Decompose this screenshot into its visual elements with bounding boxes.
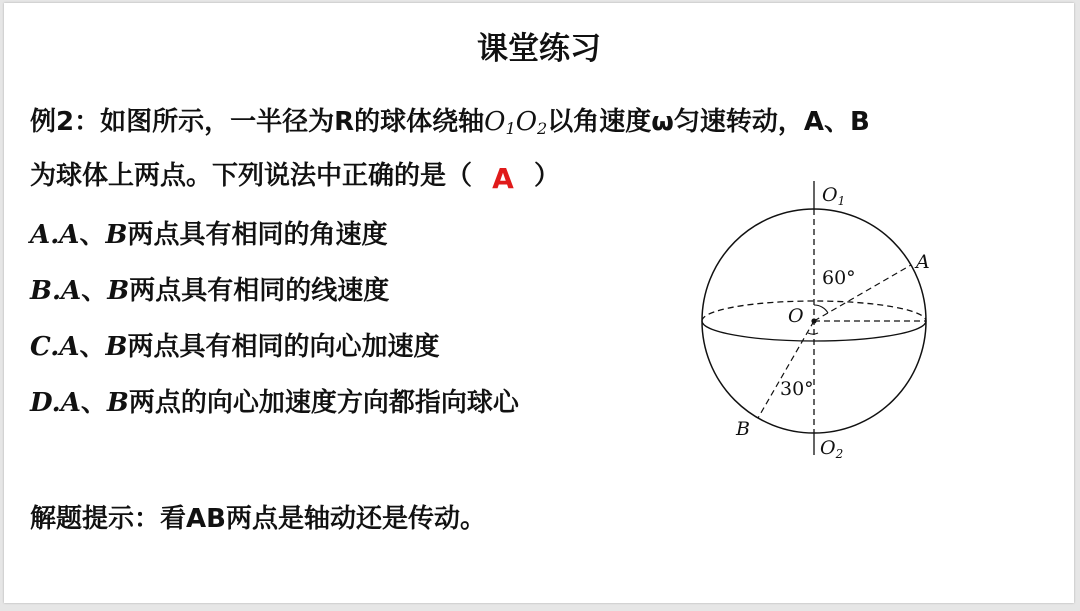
axis-sub1: 1: [505, 119, 516, 139]
option-point-b: B: [105, 332, 128, 362]
radius-to-b: [758, 321, 814, 418]
option-d[interactable]: D.A、B两点的向心加速度方向都指向球心: [30, 388, 519, 418]
option-point-a: A: [61, 276, 82, 306]
hint-text: 解题提示：看AB两点是轴动还是传动。: [30, 504, 486, 534]
axis-sub2: 2: [537, 119, 548, 139]
option-text: 两点具有相同的线速度: [129, 276, 390, 306]
option-sep: 、: [79, 332, 106, 362]
label-o: O: [788, 305, 804, 327]
axis-label: [484, 107, 547, 137]
option-letter: A: [30, 220, 51, 250]
option-letter: C: [30, 332, 51, 362]
question-line-2: [30, 155, 561, 195]
label-o2: $O_2$: [820, 437, 844, 461]
option-point-b: B: [105, 220, 128, 250]
axis-o1: O: [484, 107, 506, 137]
option-text: 两点具有相同的角速度: [127, 220, 388, 250]
label-a: A: [916, 251, 930, 273]
question-prefix: 例2：如图所示，一半径为R的球体绕轴: [30, 107, 485, 137]
option-point-a: A: [60, 388, 81, 418]
angle-label-30: 30°: [780, 378, 814, 400]
question-suffix: 以角速度ω匀速转动，A、B: [547, 107, 870, 137]
center-point: [811, 318, 816, 323]
angle-arc-a: [814, 305, 828, 313]
option-point-a: A: [59, 332, 80, 362]
option-b[interactable]: B.A、B两点具有相同的线速度: [30, 276, 390, 306]
angle-arc-b: [808, 333, 818, 334]
slide-title: 课堂练习: [477, 31, 601, 67]
question-line-1: [30, 101, 870, 138]
question-line2-close: ）: [534, 161, 561, 191]
sphere-diagram: [684, 171, 984, 471]
option-sep: 、: [81, 276, 108, 306]
option-text: 两点的向心加速度方向都指向球心: [128, 388, 519, 418]
option-letter: D: [30, 388, 52, 418]
option-a[interactable]: A.A、B两点具有相同的角速度: [30, 220, 388, 250]
option-c[interactable]: C.A、B两点具有相同的向心加速度: [30, 332, 440, 362]
angle-label-60: 60°: [822, 267, 856, 289]
axis-o2: O: [515, 107, 538, 137]
label-o1: $O_1$: [822, 184, 846, 208]
answer-mark: A: [492, 162, 514, 195]
option-letter: B: [30, 276, 52, 306]
label-b: B: [736, 418, 750, 440]
option-point-b: B: [107, 276, 130, 306]
option-sep: 、: [80, 388, 107, 418]
question-line2-text: 为球体上两点。下列说法中正确的是（: [30, 161, 473, 191]
option-point-a: A: [59, 220, 80, 250]
option-point-b: B: [106, 388, 129, 418]
slide: [4, 3, 1074, 603]
option-sep: 、: [79, 220, 106, 250]
option-text: 两点具有相同的向心加速度: [127, 332, 440, 362]
